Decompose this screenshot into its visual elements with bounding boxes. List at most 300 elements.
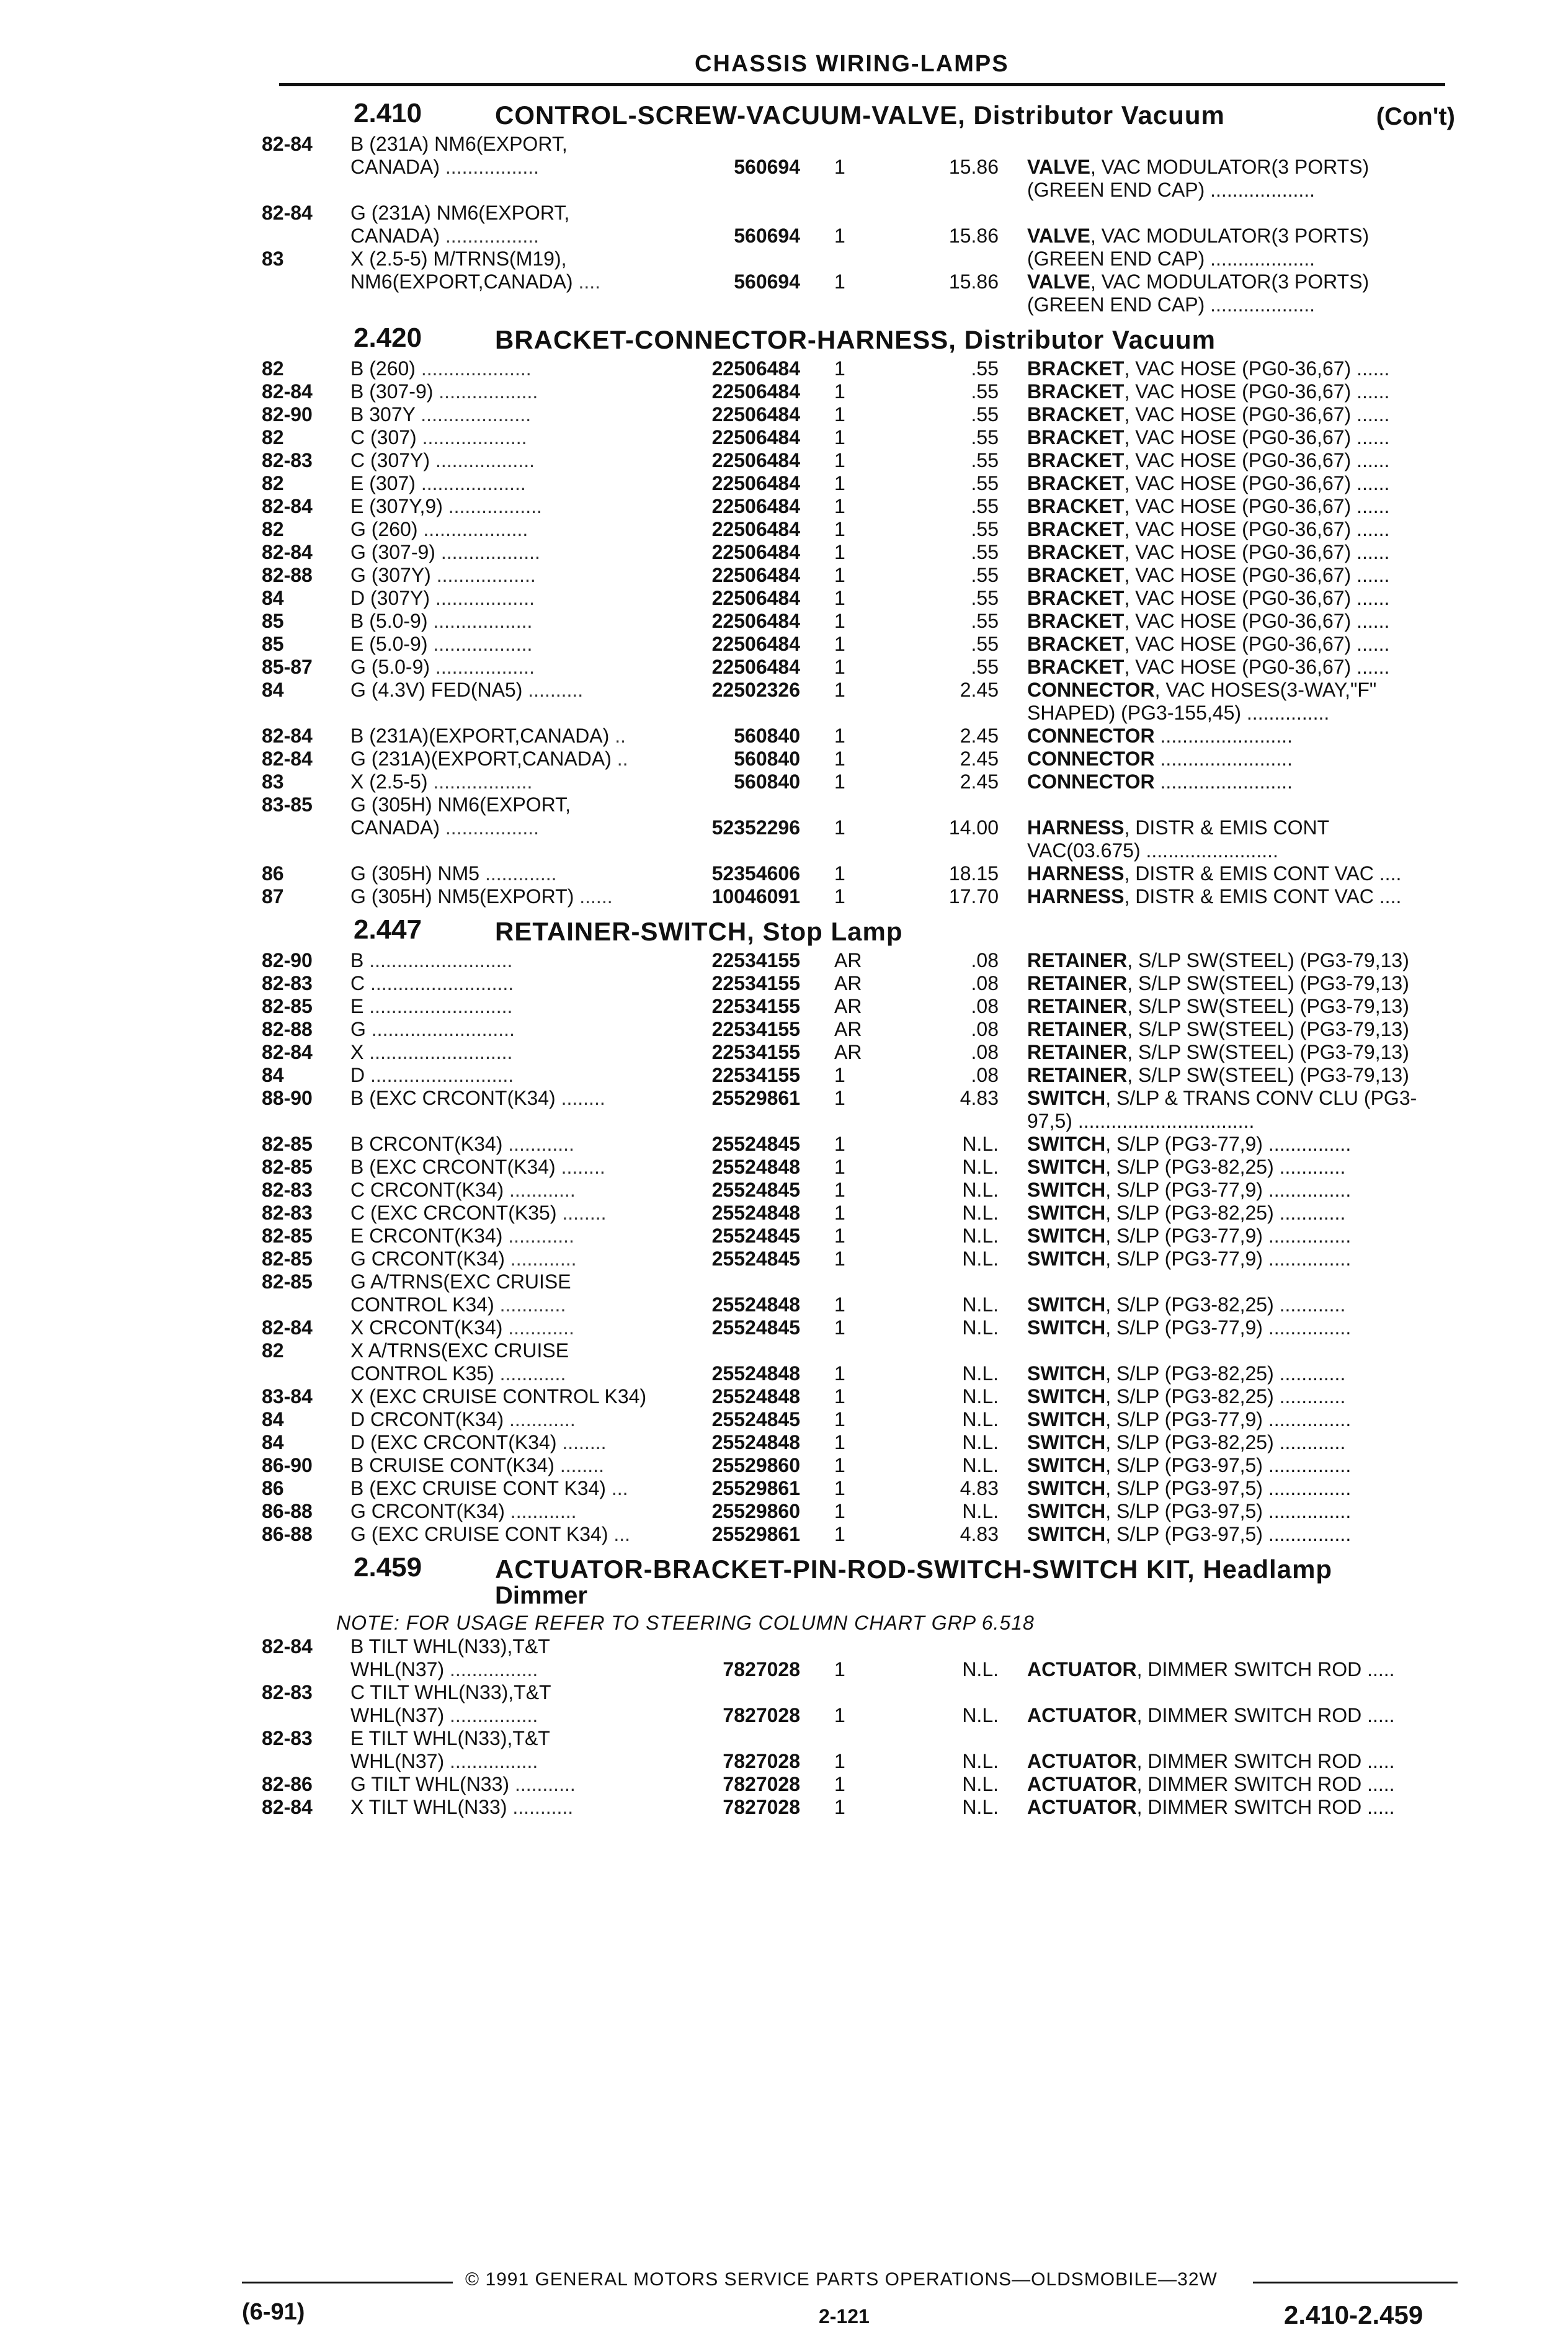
- item-name: SWITCH: [1027, 1133, 1106, 1155]
- part-number: 560840: [734, 725, 800, 747]
- application-description: [350, 793, 654, 816]
- item-name: SWITCH: [1027, 1408, 1106, 1431]
- quantity: AR: [834, 1041, 862, 1063]
- item-description: [1027, 472, 1468, 495]
- application-description: [350, 564, 654, 587]
- part-number: 7827028: [723, 1773, 800, 1795]
- part-number: 25524845: [711, 1316, 800, 1339]
- item-name: CONNECTOR: [1027, 748, 1155, 770]
- item-detail: , S/LP (PG3-77,9) ...............: [1105, 1408, 1352, 1431]
- application-text: G TILT WHL(N33): [350, 1773, 510, 1795]
- item-description: [1027, 679, 1468, 702]
- model-years: 82: [262, 426, 284, 449]
- item-description: [1027, 541, 1468, 564]
- model-years: 85-87: [262, 656, 313, 678]
- price: .55: [971, 357, 999, 380]
- part-row: [254, 972, 1470, 995]
- quantity: 1: [834, 357, 845, 380]
- item-description: [1027, 1087, 1468, 1110]
- application-description: [350, 1133, 654, 1156]
- item-detail: , DIMMER SWITCH ROD .....: [1136, 1704, 1395, 1726]
- item-description: [1027, 518, 1468, 541]
- item-name: CONNECTOR: [1027, 770, 1155, 793]
- part-row: [254, 495, 1470, 518]
- item-description: [1027, 248, 1468, 270]
- footer-page-number: 2-121: [819, 2305, 870, 2328]
- item-detail: , S/LP SW(STEEL) (PG3-79,13): [1127, 972, 1409, 994]
- price: .55: [971, 380, 999, 403]
- item-description: [1027, 357, 1468, 380]
- part-number: 25524848: [711, 1156, 800, 1178]
- leader-dots: ...: [613, 1523, 631, 1545]
- item-name: HARNESS: [1027, 816, 1125, 839]
- part-row: [254, 133, 1470, 156]
- item-detail: , S/LP (PG3-82,25) ............: [1105, 1431, 1346, 1453]
- part-row: [254, 293, 1470, 316]
- item-description: [1027, 702, 1468, 725]
- model-years: 82-88: [262, 1018, 313, 1040]
- part-row: [254, 1064, 1470, 1087]
- part-row: [254, 1477, 1470, 1500]
- application-description: [350, 1018, 654, 1041]
- model-years: 82-90: [262, 949, 313, 971]
- application-description: [350, 357, 654, 380]
- application-text: X A/TRNS(EXC CRUISE: [350, 1339, 569, 1362]
- item-detail: , S/LP (PG3-82,25) ............: [1105, 1293, 1346, 1316]
- part-number: 25524845: [711, 1248, 800, 1270]
- application-description: [350, 449, 654, 472]
- application-description: [350, 541, 654, 564]
- part-row: [254, 1727, 1470, 1750]
- part-row: [254, 725, 1470, 748]
- model-years: 82-83: [262, 1202, 313, 1224]
- item-detail: , VAC HOSE (PG0-36,67) ......: [1124, 472, 1390, 494]
- item-name: RETAINER: [1027, 1064, 1128, 1086]
- item-detail: , S/LP (PG3-77,9) ...............: [1105, 1133, 1352, 1155]
- application-text: CANADA): [350, 816, 440, 839]
- application-description: [350, 1704, 654, 1727]
- leader-dots: ..................: [433, 633, 533, 655]
- item-name: BRACKET: [1027, 495, 1125, 517]
- application-description: [350, 1408, 654, 1431]
- item-description: [1027, 1133, 1468, 1156]
- part-row: [254, 156, 1470, 179]
- part-number: 22506484: [711, 357, 800, 380]
- model-years: 88-90: [262, 1087, 313, 1109]
- quantity: 1: [834, 1523, 845, 1545]
- item-description: [1027, 403, 1468, 426]
- part-row: [254, 1225, 1470, 1248]
- model-years: 82: [262, 472, 284, 494]
- item-name: RETAINER: [1027, 949, 1128, 971]
- item-description: [1027, 564, 1468, 587]
- quantity: 1: [834, 449, 845, 471]
- part-number: 25524848: [711, 1293, 800, 1316]
- application-description: [350, 816, 654, 839]
- part-number: 25529860: [711, 1454, 800, 1476]
- application-description: [350, 1316, 654, 1339]
- part-row: [254, 380, 1470, 403]
- application-description: [350, 1681, 654, 1704]
- item-detail: , VAC MODULATOR(3 PORTS): [1090, 225, 1370, 247]
- item-detail: , VAC HOSE (PG0-36,67) ......: [1124, 518, 1390, 540]
- section-name: ACTUATOR-BRACKET-PIN-ROD-SWITCH-SWITCH KIT, Headlamp: [495, 1555, 1333, 1584]
- application-text: B (EXC CRCONT(K34): [350, 1087, 556, 1109]
- part-row: [254, 793, 1470, 816]
- price: .08: [971, 972, 999, 994]
- application-description: [350, 725, 654, 748]
- leader-dots: ...........: [512, 1796, 574, 1818]
- model-years: 84: [262, 1064, 284, 1086]
- application-description: [350, 885, 654, 908]
- item-description: [1027, 587, 1468, 610]
- model-years: 82-83: [262, 1681, 313, 1703]
- model-years: 83: [262, 770, 284, 793]
- application-text: C CRCONT(K34): [350, 1179, 504, 1201]
- item-name: SWITCH: [1027, 1087, 1106, 1109]
- item-name: BRACKET: [1027, 472, 1125, 494]
- item-detail: , S/LP (PG3-97,5) ...............: [1105, 1477, 1352, 1499]
- price: N.L.: [962, 1133, 999, 1155]
- part-row: [254, 816, 1470, 839]
- item-detail: , VAC HOSE (PG0-36,67) ......: [1124, 610, 1390, 632]
- item-description: [1027, 1248, 1468, 1270]
- model-years: 82-85: [262, 1156, 313, 1178]
- model-years: 83: [262, 248, 284, 270]
- model-years: 82-84: [262, 202, 313, 224]
- item-description: [1027, 1704, 1468, 1727]
- item-detail: , S/LP (PG3-77,9) ...............: [1105, 1179, 1352, 1201]
- application-description: [350, 995, 654, 1018]
- item-description: [1027, 1408, 1468, 1431]
- usage-note: NOTE: FOR USAGE REFER TO STEERING COLUMN CHART GRP 6.518: [336, 1612, 1035, 1634]
- quantity: 1: [834, 1179, 845, 1201]
- page-title: CHASSIS WIRING-LAMPS: [695, 51, 1009, 77]
- item-detail: , DIMMER SWITCH ROD .....: [1136, 1750, 1395, 1772]
- application-description: [350, 679, 654, 702]
- model-years: 83-85: [262, 793, 313, 816]
- part-number: 22506484: [711, 541, 800, 563]
- application-text: D CRCONT(K34): [350, 1408, 504, 1431]
- part-number: 25524848: [711, 1362, 800, 1385]
- part-number: 22534155: [711, 1041, 800, 1063]
- item-name: BRACKET: [1027, 656, 1125, 678]
- item-description: [1027, 1500, 1468, 1523]
- quantity: AR: [834, 1018, 862, 1040]
- item-description: [1027, 449, 1468, 472]
- item-name: SWITCH: [1027, 1316, 1106, 1339]
- model-years: 82-88: [262, 564, 313, 586]
- application-text: E: [350, 995, 364, 1017]
- item-description: [1027, 1293, 1468, 1316]
- model-years: 82-84: [262, 748, 313, 770]
- quantity: 1: [834, 1773, 845, 1795]
- item-detail: , S/LP SW(STEEL) (PG3-79,13): [1127, 995, 1409, 1017]
- application-description: [350, 972, 654, 995]
- application-text: C: [350, 972, 365, 994]
- part-row: [254, 1796, 1470, 1819]
- part-number: 7827028: [723, 1704, 800, 1726]
- application-description: [350, 426, 654, 449]
- part-number: 22506484: [711, 426, 800, 449]
- part-row: [254, 202, 1470, 225]
- price: N.L.: [962, 1658, 999, 1681]
- application-description: [350, 270, 654, 293]
- application-description: [350, 1064, 654, 1087]
- quantity: 1: [834, 862, 845, 885]
- item-detail: , DISTR & EMIS CONT VAC ....: [1124, 885, 1402, 908]
- price: .08: [971, 995, 999, 1017]
- model-years: 82-90: [262, 403, 313, 426]
- application-description: [350, 1248, 654, 1270]
- model-years: 82-84: [262, 1635, 313, 1658]
- application-description: [350, 1635, 654, 1658]
- application-description: [350, 1773, 654, 1796]
- price: N.L.: [962, 1750, 999, 1772]
- item-name: SWITCH: [1027, 1362, 1106, 1385]
- part-row: [254, 449, 1470, 472]
- item-name: HARNESS: [1027, 885, 1125, 908]
- model-years: 82-86: [262, 1773, 313, 1795]
- item-detail: ........................: [1154, 770, 1293, 793]
- model-years: 82-83: [262, 449, 313, 471]
- leader-dots: ...........: [514, 1773, 576, 1795]
- price: N.L.: [962, 1408, 999, 1431]
- price: N.L.: [962, 1385, 999, 1408]
- application-description: [350, 495, 654, 518]
- application-text: G (305H) NM6(EXPORT,: [350, 793, 571, 816]
- part-number: 22506484: [711, 633, 800, 655]
- application-description: [350, 1087, 654, 1110]
- application-description: [350, 1179, 654, 1202]
- section-number: 2.420: [354, 323, 422, 353]
- application-text: B (EXC CRUISE CONT K34): [350, 1477, 606, 1499]
- item-description: [1027, 293, 1468, 316]
- page-header: [279, 51, 1445, 86]
- application-description: [350, 748, 654, 770]
- application-text: G (307-9): [350, 541, 435, 563]
- item-detail: , S/LP (PG3-77,9) ...............: [1105, 1248, 1352, 1270]
- quantity: 1: [834, 1658, 845, 1681]
- leader-dots: ............: [509, 1179, 576, 1201]
- price: .55: [971, 426, 999, 449]
- item-name: ACTUATOR: [1027, 1750, 1137, 1772]
- leader-dots: ..................: [433, 770, 533, 793]
- application-description: [350, 770, 654, 793]
- application-text: D (EXC CRCONT(K34): [350, 1431, 557, 1453]
- price: N.L.: [962, 1796, 999, 1818]
- section-name-continued: Dimmer: [495, 1582, 587, 1609]
- application-text: X (2.5-5) M/TRNS(M19),: [350, 248, 567, 270]
- part-row: [254, 1408, 1470, 1431]
- item-description: [1027, 1477, 1468, 1500]
- quantity: 1: [834, 1156, 845, 1178]
- application-text: B (EXC CRCONT(K34): [350, 1156, 556, 1178]
- leader-dots: ............: [510, 1248, 577, 1270]
- application-text: B CRCONT(K34): [350, 1133, 503, 1155]
- item-description: [1027, 179, 1468, 202]
- item-name: CONNECTOR: [1027, 679, 1155, 701]
- part-number: 25524848: [711, 1431, 800, 1453]
- part-row: [254, 1454, 1470, 1477]
- price: N.L.: [962, 1316, 999, 1339]
- item-name: BRACKET: [1027, 610, 1125, 632]
- item-detail: 97,5) ................................: [1027, 1110, 1255, 1132]
- leader-dots: ................: [450, 1658, 538, 1681]
- part-number: 22506484: [711, 472, 800, 494]
- application-description: [350, 1727, 654, 1750]
- application-text: G (305H) NM5(EXPORT): [350, 885, 574, 908]
- item-name: BRACKET: [1027, 426, 1125, 449]
- application-text: G (307Y): [350, 564, 431, 586]
- leader-dots: ..........................: [371, 1018, 515, 1040]
- model-years: 82-83: [262, 1179, 313, 1201]
- price: N.L.: [962, 1362, 999, 1385]
- item-description: [1027, 1523, 1468, 1546]
- leader-dots: ..................: [435, 656, 535, 678]
- part-row: [254, 748, 1470, 770]
- item-detail: ........................: [1154, 748, 1293, 770]
- item-detail: ........................: [1154, 725, 1293, 747]
- part-number: 22506484: [711, 380, 800, 403]
- item-detail: , DIMMER SWITCH ROD .....: [1136, 1796, 1395, 1818]
- part-row: [254, 1248, 1470, 1270]
- application-description: [350, 1454, 654, 1477]
- application-description: [350, 1431, 654, 1454]
- price: 15.86: [948, 156, 999, 178]
- application-description: [350, 1385, 654, 1408]
- model-years: 86: [262, 1477, 284, 1499]
- application-description: [350, 633, 654, 656]
- model-years: 85: [262, 610, 284, 632]
- item-name: SWITCH: [1027, 1202, 1106, 1224]
- item-detail: SHAPED) (PG3-155,45) ...............: [1027, 702, 1330, 724]
- model-years: 82-84: [262, 380, 313, 403]
- part-number: 22502326: [711, 679, 800, 701]
- application-description: [350, 1477, 654, 1500]
- quantity: 1: [834, 270, 845, 293]
- quantity: 1: [834, 1454, 845, 1476]
- section-heading: [254, 912, 1470, 949]
- price: N.L.: [962, 1431, 999, 1453]
- leader-dots: ..........................: [369, 1041, 513, 1063]
- application-description: [350, 133, 654, 156]
- footer-copyright: © 1991 GENERAL MOTORS SERVICE PARTS OPERATIONS—OLDSMOBILE—32W: [465, 2269, 1218, 2290]
- model-years: 82-84: [262, 495, 313, 517]
- item-description: [1027, 885, 1468, 908]
- quantity: AR: [834, 995, 862, 1017]
- leader-dots: ............: [508, 1225, 574, 1247]
- part-row: [254, 610, 1470, 633]
- item-name: VALVE: [1027, 225, 1090, 247]
- item-description: [1027, 1431, 1468, 1454]
- part-number: 22506484: [711, 610, 800, 632]
- item-detail: (GREEN END CAP) ...................: [1027, 179, 1316, 201]
- leader-dots: ..................: [435, 449, 535, 471]
- leader-dots: ..................: [436, 564, 536, 586]
- application-text: CONTROL K34): [350, 1293, 494, 1316]
- footer-copyright-line: [242, 2269, 1458, 2294]
- part-number: 25524845: [711, 1133, 800, 1155]
- item-name: RETAINER: [1027, 972, 1128, 994]
- application-text: WHL(N37): [350, 1750, 445, 1772]
- leader-dots: .................: [445, 156, 540, 178]
- application-description: [350, 380, 654, 403]
- item-name: ACTUATOR: [1027, 1796, 1137, 1818]
- price: .55: [971, 656, 999, 678]
- application-text: B (231A)(EXPORT,CANADA): [350, 725, 610, 747]
- item-description: [1027, 1658, 1468, 1681]
- item-description: [1027, 1110, 1468, 1133]
- part-row: [254, 270, 1470, 293]
- item-description: [1027, 1454, 1468, 1477]
- price: N.L.: [962, 1248, 999, 1270]
- application-text: E (307Y,9): [350, 495, 443, 517]
- quantity: 1: [834, 587, 845, 609]
- item-name: SWITCH: [1027, 1385, 1106, 1408]
- price: N.L.: [962, 1202, 999, 1224]
- price: 4.83: [960, 1477, 999, 1499]
- leader-dots: .............: [484, 862, 557, 885]
- model-years: 82-84: [262, 133, 313, 155]
- item-name: SWITCH: [1027, 1454, 1106, 1476]
- part-row: [254, 541, 1470, 564]
- item-detail: , S/LP (PG3-97,5) ...............: [1105, 1523, 1352, 1545]
- part-row: [254, 1500, 1470, 1523]
- price: .08: [971, 1064, 999, 1086]
- quantity: 1: [834, 1385, 845, 1408]
- model-years: 82: [262, 518, 284, 540]
- price: N.L.: [962, 1704, 999, 1726]
- item-name: RETAINER: [1027, 995, 1128, 1017]
- leader-dots: ..........................: [370, 972, 514, 994]
- part-row: [254, 1133, 1470, 1156]
- item-detail: , S/LP (PG3-82,25) ............: [1105, 1362, 1346, 1385]
- leader-dots: ....: [578, 270, 601, 293]
- application-description: [350, 1041, 654, 1064]
- quantity: 1: [834, 1431, 845, 1453]
- quantity: 1: [834, 1225, 845, 1247]
- part-number: 7827028: [723, 1796, 800, 1818]
- part-row: [254, 1385, 1470, 1408]
- part-number: 25529861: [711, 1523, 800, 1545]
- part-row: [254, 1110, 1470, 1133]
- item-name: VALVE: [1027, 156, 1090, 178]
- application-text: E (5.0-9): [350, 633, 428, 655]
- part-row: [254, 248, 1470, 270]
- application-text: C TILT WHL(N33),T&T: [350, 1681, 551, 1703]
- quantity: 1: [834, 770, 845, 793]
- application-description: [350, 610, 654, 633]
- application-text: X TILT WHL(N33): [350, 1796, 507, 1818]
- application-description: [350, 1339, 654, 1362]
- model-years: 83-84: [262, 1385, 313, 1408]
- item-name: RETAINER: [1027, 1041, 1128, 1063]
- part-row: [254, 225, 1470, 248]
- application-description: [350, 1270, 654, 1293]
- footer-rule-left: [242, 2282, 453, 2283]
- item-name: ACTUATOR: [1027, 1773, 1137, 1795]
- quantity: 1: [834, 1202, 845, 1224]
- item-detail: , VAC HOSE (PG0-36,67) ......: [1124, 357, 1390, 380]
- catalog-content: [254, 92, 1470, 1819]
- part-number: 25529861: [711, 1087, 800, 1109]
- leader-dots: ..................: [433, 610, 533, 632]
- leader-dots: ............: [508, 1316, 574, 1339]
- quantity: 1: [834, 225, 845, 247]
- quantity: 1: [834, 1293, 845, 1316]
- item-description: [1027, 1156, 1468, 1179]
